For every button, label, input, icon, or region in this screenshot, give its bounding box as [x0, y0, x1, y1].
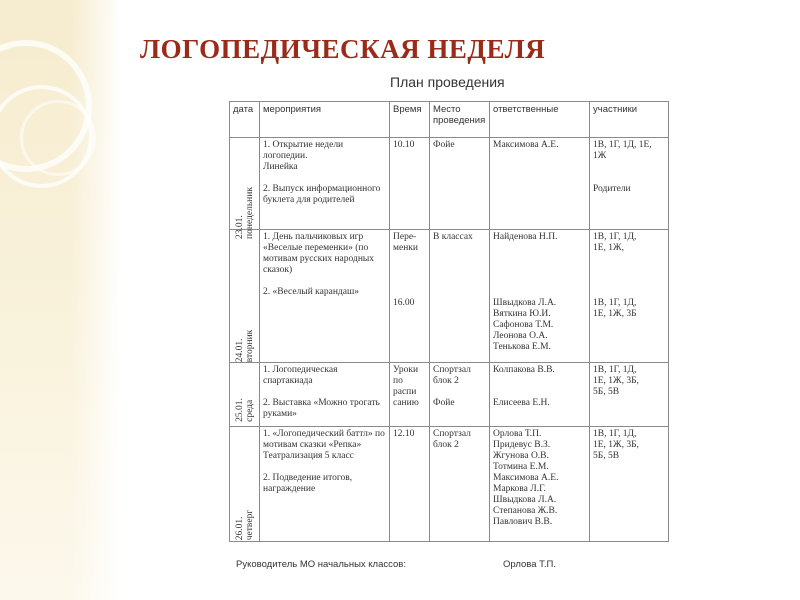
footer-name: Орлова Т.П. [503, 559, 557, 570]
time-text: менки [393, 243, 419, 253]
responsible-cell [490, 363, 590, 427]
place-text: Спортзал [433, 365, 471, 375]
events-text: 2. Подведение итогов, награждение [263, 473, 353, 494]
responsible-text: Швыдкова Л.А. [493, 495, 557, 505]
responsible-text [493, 376, 586, 387]
time-text [393, 287, 426, 298]
events-text [263, 462, 386, 473]
place-cell [430, 138, 490, 230]
responsible-text: Орлова Т.П. [493, 429, 542, 439]
participants-text: 1В, 1Г, 1Д, [593, 429, 637, 439]
responsible-text: Степанова Ж.В. [493, 506, 558, 516]
time-text: 16.00 [393, 298, 415, 308]
participants-text: 5Б, 5В [593, 451, 620, 461]
participants-text: 1В, 1Г, 1Д, [593, 365, 637, 375]
responsible-text [493, 387, 586, 398]
date-label [235, 398, 255, 422]
responsible-text: Придевус В.З. [493, 440, 551, 450]
time-cell [390, 427, 430, 542]
events-text: Театрализация 5 класс [263, 451, 354, 461]
participants-cell [590, 138, 669, 230]
table-row [230, 363, 669, 427]
responsible-text: Найденова Н.П. [493, 232, 558, 242]
date-cell [230, 138, 260, 239]
responsible-text: Максимова А.Е. [493, 140, 559, 150]
date-cell [230, 427, 260, 542]
responsible-text: Швыдкова Л.А. [493, 298, 557, 308]
events-text: 1. День пальчиковых игр «Веселые переменки» (по мотивам русских народных сказок) [263, 232, 375, 275]
events-text: 2. Выпуск информационного буклета для родителей [263, 184, 381, 205]
date-value: 23.01. [234, 215, 245, 239]
decorative-ring [20, 100, 96, 176]
date-value: 24.01. [234, 338, 245, 363]
time-text: Уроки [393, 365, 419, 375]
time-text [393, 276, 426, 287]
events-cell [260, 363, 390, 427]
weekday-value: вторник [244, 329, 255, 363]
events-text: 2. Выставка «Можно трогать руками» [263, 398, 380, 419]
header-participants: участники [590, 102, 669, 138]
participants-text: 1В, 1Г, 1Д, [593, 232, 637, 242]
time-text [393, 265, 426, 276]
responsible-cell [490, 230, 590, 363]
time-text: 12.10 [393, 429, 415, 439]
time-cell [390, 138, 430, 230]
time-cell [390, 363, 430, 427]
responsible-text: Леонова О.А. [493, 331, 548, 341]
place-cell [430, 427, 490, 542]
time-text: санию [393, 398, 419, 408]
participants-cell [590, 427, 669, 542]
header-date: дата [230, 102, 260, 138]
responsible-text: Сафонова Т.М. [493, 320, 554, 330]
responsible-text: Максимова А.Е. [493, 473, 559, 483]
schedule-table [229, 101, 669, 542]
header-time: Время [390, 102, 430, 138]
place-cell [430, 230, 490, 363]
responsible-text: Тенькова Е.М. [493, 342, 551, 352]
time-cell [390, 230, 430, 363]
participants-text: 1В, 1Г, 1Д, [593, 298, 637, 308]
events-text: Линейка [263, 162, 298, 172]
participants-text [593, 287, 665, 298]
responsible-text: Тотмина Е.М. [493, 462, 549, 472]
participants-text [593, 254, 665, 265]
participants-text [593, 162, 665, 173]
events-text [263, 276, 386, 287]
table-header-row [230, 102, 669, 138]
plan-title: План проведения [390, 74, 505, 90]
responsible-text: Елисеева Е.Н. [493, 398, 550, 408]
date-label [235, 510, 255, 540]
events-text: 1. Открытие недели логопедии. [263, 140, 344, 161]
events-text: 1. «Логопедический баттл» по мотивам сказки «Репка» [263, 429, 385, 450]
header-responsible: ответственные [490, 102, 590, 138]
participants-text [593, 173, 665, 184]
place-text [433, 387, 486, 398]
header-place: Место проведения [430, 102, 490, 138]
participants-text: 1Е, 1Ж, 3Б, [593, 376, 639, 386]
table-row [230, 427, 669, 542]
weekday-value: среда [244, 399, 255, 422]
place-cell [430, 363, 490, 427]
page-title: ЛОГОПЕДИЧЕСКАЯ НЕДЕЛЯ [140, 34, 546, 64]
events-text [263, 173, 386, 184]
date-cell [230, 230, 260, 363]
events-text: 1. Логопедическая спартакиада [263, 365, 338, 386]
time-text: Пере- [393, 232, 417, 242]
time-text: распи [393, 387, 417, 397]
date-value: 25.01. [234, 398, 245, 422]
participants-text [593, 276, 665, 287]
events-cell [260, 427, 390, 542]
participants-text: 1В, 1Г, 1Д, 1Е, 1Ж [593, 140, 652, 161]
participants-text: 1Е, 1Ж, 3Б, [593, 440, 639, 450]
responsible-text: Маркова Л.Г. [493, 484, 546, 494]
responsible-text: Жгунова О.В. [493, 451, 549, 461]
events-cell [260, 230, 390, 363]
participants-cell [590, 230, 669, 363]
responsible-text: Павлович В.В. [493, 517, 553, 527]
events-text: 2. «Веселый карандаш» [263, 287, 360, 297]
participants-text: 1Е, 1Ж, [593, 243, 624, 253]
weekday-value: четверг [244, 509, 255, 541]
events-cell [260, 138, 390, 230]
table-row [230, 230, 669, 363]
responsible-text [493, 287, 586, 298]
table-row [230, 138, 669, 230]
responsible-cell [490, 138, 590, 230]
weekday-value: понедельник [244, 187, 255, 239]
header-events: мероприятия [260, 102, 390, 138]
responsible-text [493, 276, 586, 287]
participants-cell [590, 363, 669, 427]
date-cell [230, 363, 260, 427]
place-text: блок 2 [433, 440, 459, 450]
events-text [263, 387, 386, 398]
date-label [235, 330, 255, 363]
place-text: Фойе [433, 140, 455, 150]
place-text: В классах [433, 232, 473, 242]
responsible-text: Колпакова В.В. [493, 365, 555, 375]
time-text: 10.10 [393, 140, 415, 150]
participants-text [593, 265, 665, 276]
footer-role: Руководитель МО начальных классов: [236, 559, 406, 570]
place-text: Спортзал [433, 429, 471, 439]
time-text: по [393, 376, 403, 386]
time-text [393, 254, 426, 265]
participants-text: Родители [593, 184, 631, 194]
participants-text: 1Е, 1Ж, 3Б [593, 309, 637, 319]
responsible-cell [490, 427, 590, 542]
participants-text: 5Б, 5В [593, 387, 620, 397]
date-value: 26.01. [234, 516, 245, 541]
responsible-text [493, 265, 586, 276]
responsible-text: Вяткина Ю.И. [493, 309, 551, 319]
place-text: Фойе [433, 398, 455, 408]
responsible-text [493, 254, 586, 265]
place-text: блок 2 [433, 376, 459, 386]
responsible-text [493, 243, 586, 254]
